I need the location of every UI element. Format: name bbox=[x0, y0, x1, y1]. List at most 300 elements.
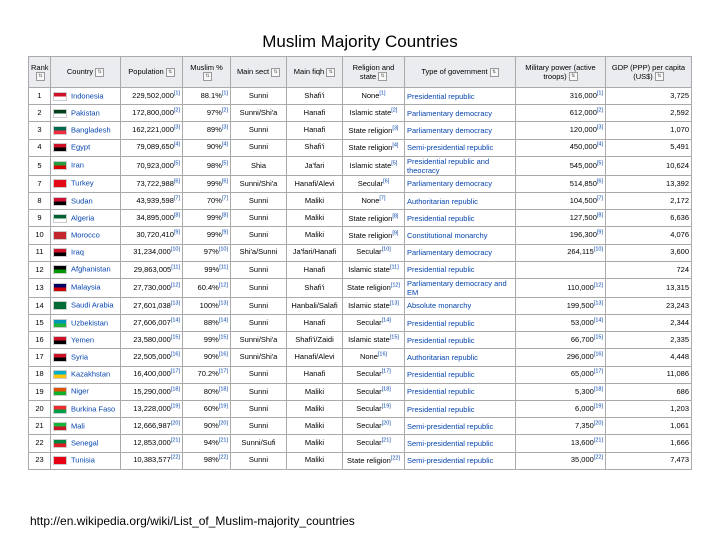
citation-ref[interactable]: [4] bbox=[173, 141, 180, 148]
sort-icon[interactable]: ⇅ bbox=[326, 68, 335, 77]
citation-ref[interactable]: [1] bbox=[379, 90, 386, 97]
cell-country[interactable] bbox=[51, 366, 121, 383]
cell-gov[interactable] bbox=[405, 192, 516, 209]
cell-country[interactable] bbox=[51, 383, 121, 400]
fiqh-value: Ja'fari bbox=[304, 160, 325, 170]
column-header[interactable] bbox=[231, 57, 287, 88]
sect-value: Shi'a/Sunni bbox=[239, 247, 278, 257]
cell-fiqh bbox=[287, 315, 343, 332]
cell-country[interactable] bbox=[51, 156, 121, 175]
citation-ref[interactable]: [21] bbox=[170, 437, 180, 444]
column-header[interactable] bbox=[606, 57, 692, 88]
gov-value: Presidential republic bbox=[407, 404, 475, 414]
country-link[interactable]: Malaysia bbox=[71, 282, 101, 292]
citation-ref[interactable]: [3] bbox=[173, 124, 180, 131]
cell-gdp bbox=[606, 227, 692, 244]
sort-icon[interactable]: ⇅ bbox=[378, 72, 387, 81]
cell-fiqh bbox=[287, 210, 343, 227]
citation-ref[interactable]: [4] bbox=[392, 142, 399, 149]
column-header[interactable] bbox=[51, 57, 121, 88]
cell-country[interactable] bbox=[51, 297, 121, 314]
citation-ref[interactable]: [12] bbox=[390, 282, 400, 289]
citation-ref[interactable]: [19] bbox=[381, 403, 391, 410]
citation-ref[interactable]: [10] bbox=[218, 246, 228, 253]
cell-country[interactable] bbox=[51, 418, 121, 435]
country-link[interactable]: Turkey bbox=[71, 178, 94, 188]
cell-military bbox=[516, 210, 606, 227]
cell-country[interactable] bbox=[51, 401, 121, 418]
citation-ref[interactable]: [22] bbox=[390, 455, 400, 462]
country-link[interactable]: Uzbekistan bbox=[71, 317, 109, 327]
gdp-value: 13,392 bbox=[666, 178, 689, 188]
pct-value: 70.2% bbox=[197, 369, 219, 379]
cell-pct bbox=[183, 210, 231, 227]
citation-ref[interactable]: [8] bbox=[392, 213, 399, 220]
cell-country[interactable] bbox=[51, 122, 121, 139]
citation-ref[interactable]: [21] bbox=[218, 437, 228, 444]
cell-gov[interactable] bbox=[405, 175, 516, 192]
sect-value: Sunni bbox=[248, 264, 269, 274]
gdp-value: 5,491 bbox=[670, 142, 689, 152]
citation-ref[interactable]: [8] bbox=[173, 212, 180, 219]
citation-ref[interactable]: [22] bbox=[170, 454, 180, 461]
cell-sect bbox=[231, 122, 287, 139]
cell-gov[interactable] bbox=[405, 156, 516, 175]
cell-gdp bbox=[606, 349, 692, 366]
citation-ref[interactable]: [1] bbox=[596, 90, 603, 97]
sort-icon[interactable]: ⇅ bbox=[203, 72, 212, 81]
sect-value: Sunni/Shi'a bbox=[239, 352, 278, 362]
citation-ref[interactable]: [5] bbox=[596, 160, 603, 166]
cell-rank bbox=[29, 175, 51, 192]
citation-ref[interactable]: [17] bbox=[381, 368, 391, 375]
citation-ref[interactable]: [6] bbox=[173, 178, 180, 185]
cell-rank bbox=[29, 261, 51, 278]
column-header-label: Country bbox=[66, 67, 94, 77]
country-link[interactable]: Syria bbox=[71, 352, 89, 362]
flag-icon bbox=[53, 301, 67, 310]
cell-rank bbox=[29, 278, 51, 297]
cell-population bbox=[121, 332, 183, 349]
cell-fiqh bbox=[287, 105, 343, 122]
citation-ref[interactable]: [1] bbox=[221, 90, 228, 97]
cell-gov[interactable] bbox=[405, 332, 516, 349]
country-link[interactable]: Senegal bbox=[71, 438, 99, 448]
citation-ref[interactable]: [16] bbox=[218, 351, 228, 358]
cell-pct bbox=[183, 88, 231, 105]
citation-ref[interactable]: [11] bbox=[389, 264, 399, 271]
cell-gdp bbox=[606, 175, 692, 192]
citation-ref[interactable]: [8] bbox=[221, 212, 228, 219]
cell-gov[interactable] bbox=[405, 210, 516, 227]
cell-country[interactable] bbox=[51, 452, 121, 469]
cell-gdp bbox=[606, 139, 692, 156]
cell-population bbox=[121, 210, 183, 227]
population-value: 22,505,000 bbox=[133, 352, 171, 362]
country-link[interactable]: Mali bbox=[71, 421, 85, 431]
cell-gov[interactable] bbox=[405, 261, 516, 278]
pct-value: 98% bbox=[206, 160, 222, 170]
citation-ref[interactable]: [21] bbox=[593, 437, 603, 444]
cell-military bbox=[516, 175, 606, 192]
cell-gdp bbox=[606, 244, 692, 261]
cell-gov[interactable] bbox=[405, 349, 516, 366]
country-link[interactable]: Iran bbox=[71, 160, 84, 170]
military-value: 545,000 bbox=[569, 160, 597, 170]
cell-military bbox=[516, 401, 606, 418]
citation-ref[interactable]: [18] bbox=[593, 386, 603, 393]
country-link[interactable]: Yemen bbox=[71, 335, 95, 345]
citation-ref[interactable]: [17] bbox=[218, 368, 228, 375]
citation-ref[interactable]: [17] bbox=[170, 368, 180, 375]
citation-ref[interactable]: [5] bbox=[391, 160, 398, 166]
citation-ref[interactable]: [15] bbox=[593, 334, 603, 341]
religion-value: Islamic state bbox=[348, 264, 390, 274]
citation-ref[interactable]: [6] bbox=[221, 178, 228, 185]
citation-ref[interactable]: [12] bbox=[218, 282, 228, 289]
cell-gdp bbox=[606, 210, 692, 227]
country-link[interactable]: Morocco bbox=[71, 230, 100, 240]
sort-icon[interactable]: ⇅ bbox=[271, 68, 280, 77]
table-row bbox=[29, 261, 692, 278]
cell-population bbox=[121, 418, 183, 435]
fiqh-value: Maliki bbox=[304, 195, 325, 205]
military-value: 53,000 bbox=[570, 317, 594, 327]
cell-fiqh bbox=[287, 122, 343, 139]
cell-military bbox=[516, 452, 606, 469]
cell-religion bbox=[343, 315, 405, 332]
citation-ref[interactable]: [16] bbox=[593, 351, 603, 358]
citation-ref[interactable]: [9] bbox=[221, 229, 228, 236]
table-row bbox=[29, 452, 692, 469]
citation-ref[interactable]: [1] bbox=[173, 90, 180, 97]
citation-ref[interactable]: [16] bbox=[170, 351, 180, 358]
cell-gov[interactable] bbox=[405, 315, 516, 332]
cell-population bbox=[121, 278, 183, 297]
sort-icon[interactable]: ⇅ bbox=[36, 72, 45, 81]
cell-country[interactable] bbox=[51, 175, 121, 192]
cell-military bbox=[516, 278, 606, 297]
cell-sect bbox=[231, 435, 287, 452]
cell-gov[interactable] bbox=[405, 366, 516, 383]
cell-country[interactable] bbox=[51, 435, 121, 452]
cell-country[interactable] bbox=[51, 88, 121, 105]
citation-ref[interactable]: [11] bbox=[219, 264, 228, 271]
citation-ref[interactable]: [4] bbox=[596, 141, 603, 148]
cell-rank bbox=[29, 105, 51, 122]
country-link[interactable]: Algeria bbox=[71, 212, 95, 222]
population-value: 27,606,007 bbox=[133, 317, 171, 327]
military-value: 514,850 bbox=[569, 178, 597, 188]
cell-religion bbox=[343, 435, 405, 452]
cell-pct bbox=[183, 418, 231, 435]
cell-gov[interactable] bbox=[405, 227, 516, 244]
fiqh-value: Hanafi bbox=[303, 108, 326, 118]
country-link[interactable]: Pakistan bbox=[71, 108, 100, 118]
pct-value: 60% bbox=[203, 403, 219, 413]
sect-value: Sunni bbox=[248, 369, 269, 379]
citation-ref[interactable]: [5] bbox=[173, 160, 180, 166]
cell-country[interactable] bbox=[51, 227, 121, 244]
cell-rank bbox=[29, 315, 51, 332]
country-link[interactable]: Niger bbox=[71, 386, 89, 396]
citation-ref[interactable]: [15] bbox=[218, 334, 228, 341]
cell-sect bbox=[231, 175, 287, 192]
cell-sect bbox=[231, 261, 287, 278]
cell-religion bbox=[343, 261, 405, 278]
cell-gov[interactable] bbox=[405, 88, 516, 105]
flag-icon bbox=[53, 387, 67, 396]
country-link[interactable]: Tunisia bbox=[71, 455, 95, 465]
cell-religion bbox=[343, 297, 405, 314]
column-header[interactable] bbox=[405, 57, 516, 88]
population-value: 162,221,000 bbox=[132, 125, 174, 135]
cell-gdp bbox=[606, 122, 692, 139]
cell-fiqh bbox=[287, 401, 343, 418]
country-link[interactable]: Burkina Faso bbox=[71, 403, 116, 413]
fiqh-value: Shafi'i bbox=[304, 142, 325, 152]
citation-ref[interactable]: [7] bbox=[173, 195, 180, 202]
citation-ref[interactable]: [7] bbox=[596, 195, 603, 202]
cell-rank bbox=[29, 401, 51, 418]
citation-ref[interactable]: [20] bbox=[218, 420, 228, 427]
cell-population bbox=[121, 175, 183, 192]
cell-population bbox=[121, 122, 183, 139]
sort-icon[interactable]: ⇅ bbox=[655, 72, 664, 81]
pct-value: 60.4% bbox=[197, 282, 219, 292]
cell-rank bbox=[29, 156, 51, 175]
column-header[interactable] bbox=[183, 57, 231, 88]
flag-icon bbox=[53, 336, 67, 345]
cell-religion bbox=[343, 156, 405, 175]
fiqh-value: Maliki bbox=[304, 230, 325, 240]
sect-value: Sunni bbox=[248, 300, 269, 310]
citation-ref[interactable]: [6] bbox=[383, 178, 390, 185]
column-header[interactable] bbox=[287, 57, 343, 88]
cell-country[interactable] bbox=[51, 278, 121, 297]
gdp-value: 11,086 bbox=[666, 369, 689, 379]
citation-ref[interactable]: [10] bbox=[170, 246, 180, 253]
cell-country[interactable] bbox=[51, 105, 121, 122]
citation-ref[interactable]: [13] bbox=[170, 300, 180, 307]
fiqh-value: Shafi'i/Zaidi bbox=[295, 335, 334, 345]
country-link[interactable]: Bangladesh bbox=[71, 125, 111, 135]
country-link[interactable]: Indonesia bbox=[71, 90, 104, 100]
cell-country[interactable] bbox=[51, 349, 121, 366]
cell-gov[interactable] bbox=[405, 297, 516, 314]
cell-country[interactable] bbox=[51, 261, 121, 278]
religion-value: Islamic state bbox=[349, 160, 392, 170]
citation-ref[interactable]: [2] bbox=[596, 107, 603, 114]
cell-pct bbox=[183, 383, 231, 400]
population-value: 29,863,005 bbox=[133, 264, 172, 274]
cell-gdp bbox=[606, 401, 692, 418]
citation-ref[interactable]: [20] bbox=[593, 420, 603, 427]
citation-ref[interactable]: [20] bbox=[381, 420, 391, 427]
pct-value: 70% bbox=[206, 195, 222, 205]
citation-ref[interactable]: [3] bbox=[392, 125, 399, 132]
cell-religion bbox=[343, 88, 405, 105]
military-value: 196,300 bbox=[569, 230, 597, 240]
cell-gov[interactable] bbox=[405, 418, 516, 435]
citation-ref[interactable]: [9] bbox=[392, 230, 399, 237]
population-value: 70,923,000 bbox=[136, 160, 174, 170]
cell-gov[interactable] bbox=[405, 244, 516, 261]
citation-ref[interactable]: [2] bbox=[173, 107, 180, 114]
cell-country[interactable] bbox=[51, 210, 121, 227]
cell-gov[interactable] bbox=[405, 401, 516, 418]
cell-sect bbox=[231, 139, 287, 156]
religion-value: Secular bbox=[356, 403, 382, 413]
citation-ref[interactable]: [19] bbox=[170, 403, 180, 410]
military-value: 120,000 bbox=[569, 125, 597, 135]
cell-rank bbox=[29, 210, 51, 227]
cell-country[interactable] bbox=[51, 244, 121, 261]
flag-icon bbox=[53, 179, 67, 188]
citation-ref[interactable]: [14] bbox=[218, 317, 228, 324]
citation-ref[interactable]: [10] bbox=[381, 246, 391, 253]
column-header[interactable] bbox=[343, 57, 405, 88]
citation-ref[interactable]: [19] bbox=[593, 403, 603, 410]
column-header-label: Military power (active troops) bbox=[525, 62, 596, 81]
cell-pct bbox=[183, 435, 231, 452]
citation-ref[interactable]: [4] bbox=[221, 141, 228, 148]
citation-ref[interactable]: [9] bbox=[596, 229, 603, 236]
cell-sect bbox=[231, 156, 287, 175]
cell-gov[interactable] bbox=[405, 383, 516, 400]
citation-ref[interactable]: [7] bbox=[379, 195, 386, 202]
citation-ref[interactable]: [5] bbox=[221, 160, 228, 166]
citation-ref[interactable]: [21] bbox=[381, 437, 391, 444]
citation-ref[interactable]: [16] bbox=[377, 351, 388, 358]
citation-ref[interactable]: [13] bbox=[389, 300, 399, 307]
cell-pct bbox=[183, 156, 231, 175]
citation-ref[interactable]: [13] bbox=[218, 300, 228, 307]
column-header[interactable] bbox=[121, 57, 183, 88]
cell-gov[interactable] bbox=[405, 122, 516, 139]
rank-value: 14 bbox=[35, 300, 44, 310]
cell-population bbox=[121, 192, 183, 209]
fiqh-value: Hanafi bbox=[303, 317, 326, 327]
citation-ref[interactable]: [14] bbox=[381, 317, 391, 324]
country-link[interactable]: Egypt bbox=[71, 142, 91, 152]
citation-ref[interactable]: [14] bbox=[170, 317, 180, 324]
cell-fiqh bbox=[287, 244, 343, 261]
cell-military bbox=[516, 227, 606, 244]
citation-ref[interactable]: [10] bbox=[593, 246, 603, 253]
country-link[interactable]: Afghanistan bbox=[71, 264, 111, 274]
gdp-value: 3,725 bbox=[670, 90, 689, 100]
country-link[interactable]: Iraq bbox=[71, 247, 84, 257]
cell-pct bbox=[183, 227, 231, 244]
fiqh-value: Maliki bbox=[304, 212, 325, 222]
citation-ref[interactable]: [14] bbox=[593, 317, 603, 324]
country-link[interactable]: Kazakhstan bbox=[71, 369, 111, 379]
cell-population bbox=[121, 156, 183, 175]
gov-value: Parliamentary democracy bbox=[407, 125, 493, 135]
citation-ref[interactable]: [18] bbox=[170, 386, 180, 393]
citation-ref[interactable]: [11] bbox=[171, 264, 180, 271]
rank-value: 16 bbox=[35, 335, 44, 345]
source-url[interactable]: http://en.wikipedia.org/wiki/List_of_Muslim-majority_countries bbox=[30, 514, 355, 528]
sort-icon[interactable]: ⇅ bbox=[490, 68, 499, 77]
citation-ref[interactable]: [7] bbox=[221, 195, 228, 202]
cell-fiqh bbox=[287, 261, 343, 278]
citation-ref[interactable]: [18] bbox=[218, 386, 228, 393]
citation-ref[interactable]: [20] bbox=[170, 420, 180, 427]
column-header[interactable] bbox=[516, 57, 606, 88]
citation-ref[interactable]: [18] bbox=[381, 386, 391, 393]
citation-ref[interactable]: [3] bbox=[596, 124, 603, 131]
citation-ref[interactable]: [6] bbox=[596, 178, 603, 185]
citation-ref[interactable]: [12] bbox=[170, 282, 180, 289]
cell-country[interactable] bbox=[51, 192, 121, 209]
citation-ref[interactable]: [12] bbox=[593, 282, 603, 289]
rank-value: 23 bbox=[35, 455, 44, 465]
cell-rank bbox=[29, 244, 51, 261]
citation-ref[interactable]: [2] bbox=[221, 107, 228, 114]
cell-sect bbox=[231, 227, 287, 244]
column-header[interactable] bbox=[29, 57, 51, 88]
cell-rank bbox=[29, 139, 51, 156]
citation-ref[interactable]: [15] bbox=[170, 334, 180, 341]
cell-sect bbox=[231, 332, 287, 349]
cell-gov[interactable] bbox=[405, 278, 516, 297]
citation-ref[interactable]: [19] bbox=[218, 403, 228, 410]
column-header-label: Muslim % bbox=[190, 62, 223, 72]
rank-value: 10 bbox=[35, 230, 44, 240]
sect-value: Sunni bbox=[248, 212, 269, 222]
flag-icon bbox=[53, 92, 67, 101]
cell-gov[interactable] bbox=[405, 139, 516, 156]
flag-icon bbox=[53, 283, 67, 292]
population-value: 27,601,038 bbox=[133, 300, 171, 310]
cell-gdp bbox=[606, 156, 692, 175]
cell-gov[interactable] bbox=[405, 435, 516, 452]
citation-ref[interactable]: [17] bbox=[593, 368, 603, 375]
cell-country[interactable] bbox=[51, 315, 121, 332]
citation-ref[interactable]: [3] bbox=[221, 124, 228, 131]
gdp-value: 4,076 bbox=[670, 230, 689, 240]
citation-ref[interactable]: [13] bbox=[593, 300, 603, 307]
flag-icon bbox=[53, 126, 67, 135]
flag-icon bbox=[53, 353, 67, 362]
cell-military bbox=[516, 366, 606, 383]
fiqh-value: Maliki bbox=[304, 403, 325, 413]
cell-gov[interactable] bbox=[405, 105, 516, 122]
sort-icon[interactable]: ⇅ bbox=[95, 68, 104, 77]
citation-ref[interactable]: [22] bbox=[593, 454, 603, 461]
citation-ref[interactable]: [9] bbox=[173, 229, 180, 236]
cell-country[interactable] bbox=[51, 139, 121, 156]
table-row bbox=[29, 315, 692, 332]
citation-ref[interactable]: [22] bbox=[218, 454, 228, 461]
citation-ref[interactable]: [15] bbox=[389, 334, 399, 341]
gdp-value: 2,335 bbox=[670, 335, 689, 345]
cell-gov[interactable] bbox=[405, 452, 516, 469]
cell-gdp bbox=[606, 88, 692, 105]
country-link[interactable]: Sudan bbox=[71, 195, 93, 205]
cell-fiqh bbox=[287, 366, 343, 383]
cell-country[interactable] bbox=[51, 332, 121, 349]
sort-icon[interactable]: ⇅ bbox=[166, 68, 175, 77]
citation-ref[interactable]: [8] bbox=[596, 212, 603, 219]
cell-population bbox=[121, 227, 183, 244]
sort-icon[interactable]: ⇅ bbox=[569, 72, 578, 81]
country-link[interactable]: Saudi Arabia bbox=[71, 300, 114, 310]
cell-religion bbox=[343, 105, 405, 122]
citation-ref[interactable]: [2] bbox=[391, 107, 398, 114]
